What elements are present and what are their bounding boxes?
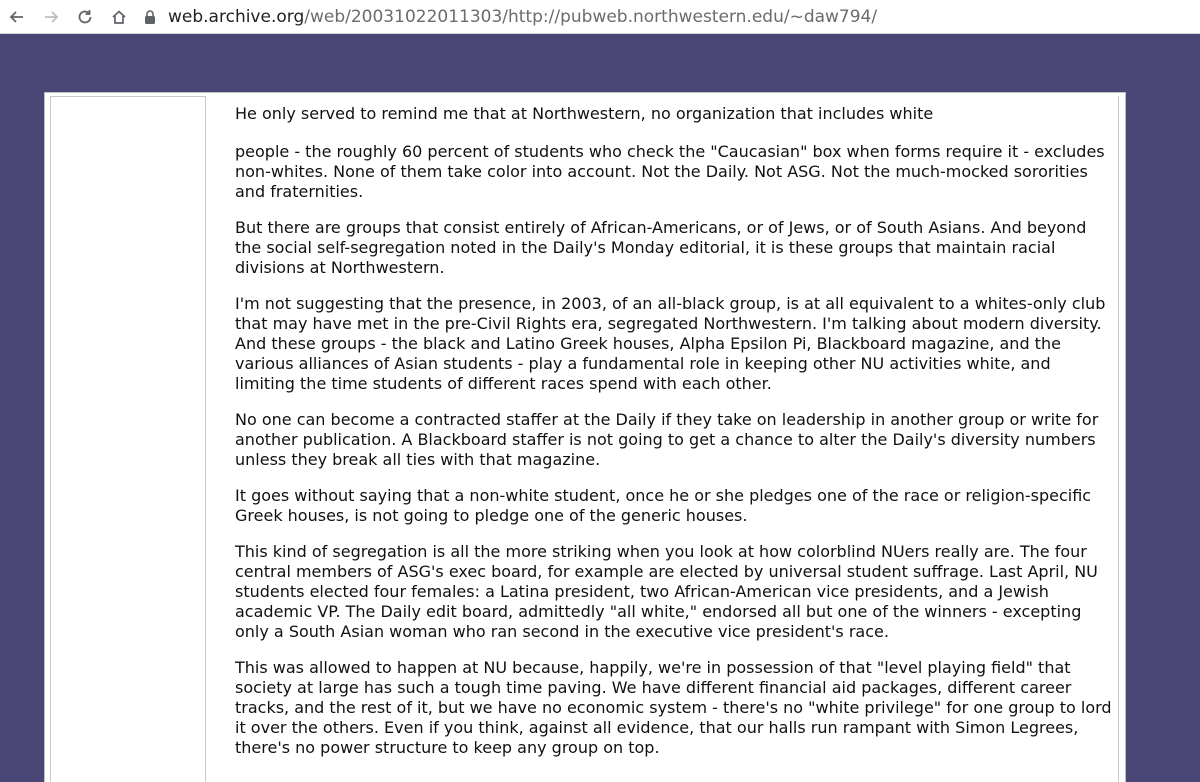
reload-icon[interactable] <box>68 0 102 33</box>
article-paragraph: But there are groups that consist entirely of African-Americans, or of Jews, or of South Asians. And beyond the social self-segregation noted in the Daily's Monday editorial, it is these groups that maintain racial divisions at Northwestern. <box>235 218 1087 277</box>
browser-toolbar <box>0 0 1200 34</box>
right-column-border <box>1118 96 1122 782</box>
article-body <box>235 104 1115 774</box>
article-paragraph: I'm not suggesting that the presence, in 2003, of an all-black group, is at all equivalent to a whites-only club that may have met in the pre-Civil Rights era, segregated Northwestern. I'm talking about modern diversity. And these groups - the black and Latino Greek houses, Alpha Epsilon Pi, Blackboard magazine, and the various alliances of Asian students - play a fundamental role in keeping other NU activities white, and limiting the time students of different races spend with each other. <box>235 294 1106 393</box>
url-domain: web.archive.org <box>168 6 305 27</box>
back-arrow-icon[interactable] <box>0 0 34 33</box>
home-icon[interactable] <box>102 0 136 33</box>
forward-arrow-icon[interactable] <box>34 0 68 33</box>
lock-icon <box>142 9 158 25</box>
url-path: /web/20031022011303/http://pubweb.northwestern.edu/~daw794/ <box>304 6 878 27</box>
article-paragraph: No one can become a contracted staffer at the Daily if they take on leadership in another group or write for another publication. A Blackboard staffer is not going to get a chance to alter the Daily's diversity numbers unless they break all ties with that magazine. <box>235 410 1099 469</box>
address-bar[interactable] <box>142 0 877 33</box>
left-sidebar-frame <box>50 96 206 782</box>
article-paragraph: It goes without saying that a non-white student, once he or she pledges one of the race or religion-specific Greek houses, is not going to pledge one of the generic houses. <box>235 486 1092 525</box>
article-paragraph: people - the roughly 60 percent of students who check the "Caucasian" box when forms require it - excludes non-whites. None of them take color into account. Not the Daily. Not ASG. Not the much-mocked sororities and fraternities. <box>235 142 1105 201</box>
article-paragraph: This was allowed to happen at NU because, happily, we're in possession of that "level playing field" that society at large has such a tough time paving. We have different financial aid packages, different career tracks, and the rest of it, but we have no economic system - there's no "white privilege" for one group to lord it over the others. Even if you think, against all evidence, that our halls run rampant with Simon Legrees, there's no power structure to keep any group on top. <box>235 658 1112 757</box>
article-paragraph: This kind of segregation is all the more striking when you look at how colorblind NUers really are. The four central members of ASG's exec board, for example are elected by universal student suffrage. Last April, NU students elected four females: a Latina president, two African-American vice presidents, and a Jewish academic VP. The Daily edit board, admittedly "all white," endorsed all but one of the winners - excepting only a South Asian woman who ran second in the executive vice president's race. <box>235 542 1098 641</box>
article-paragraph: He only served to remind me that at Northwestern, no organization that includes white <box>235 104 934 123</box>
